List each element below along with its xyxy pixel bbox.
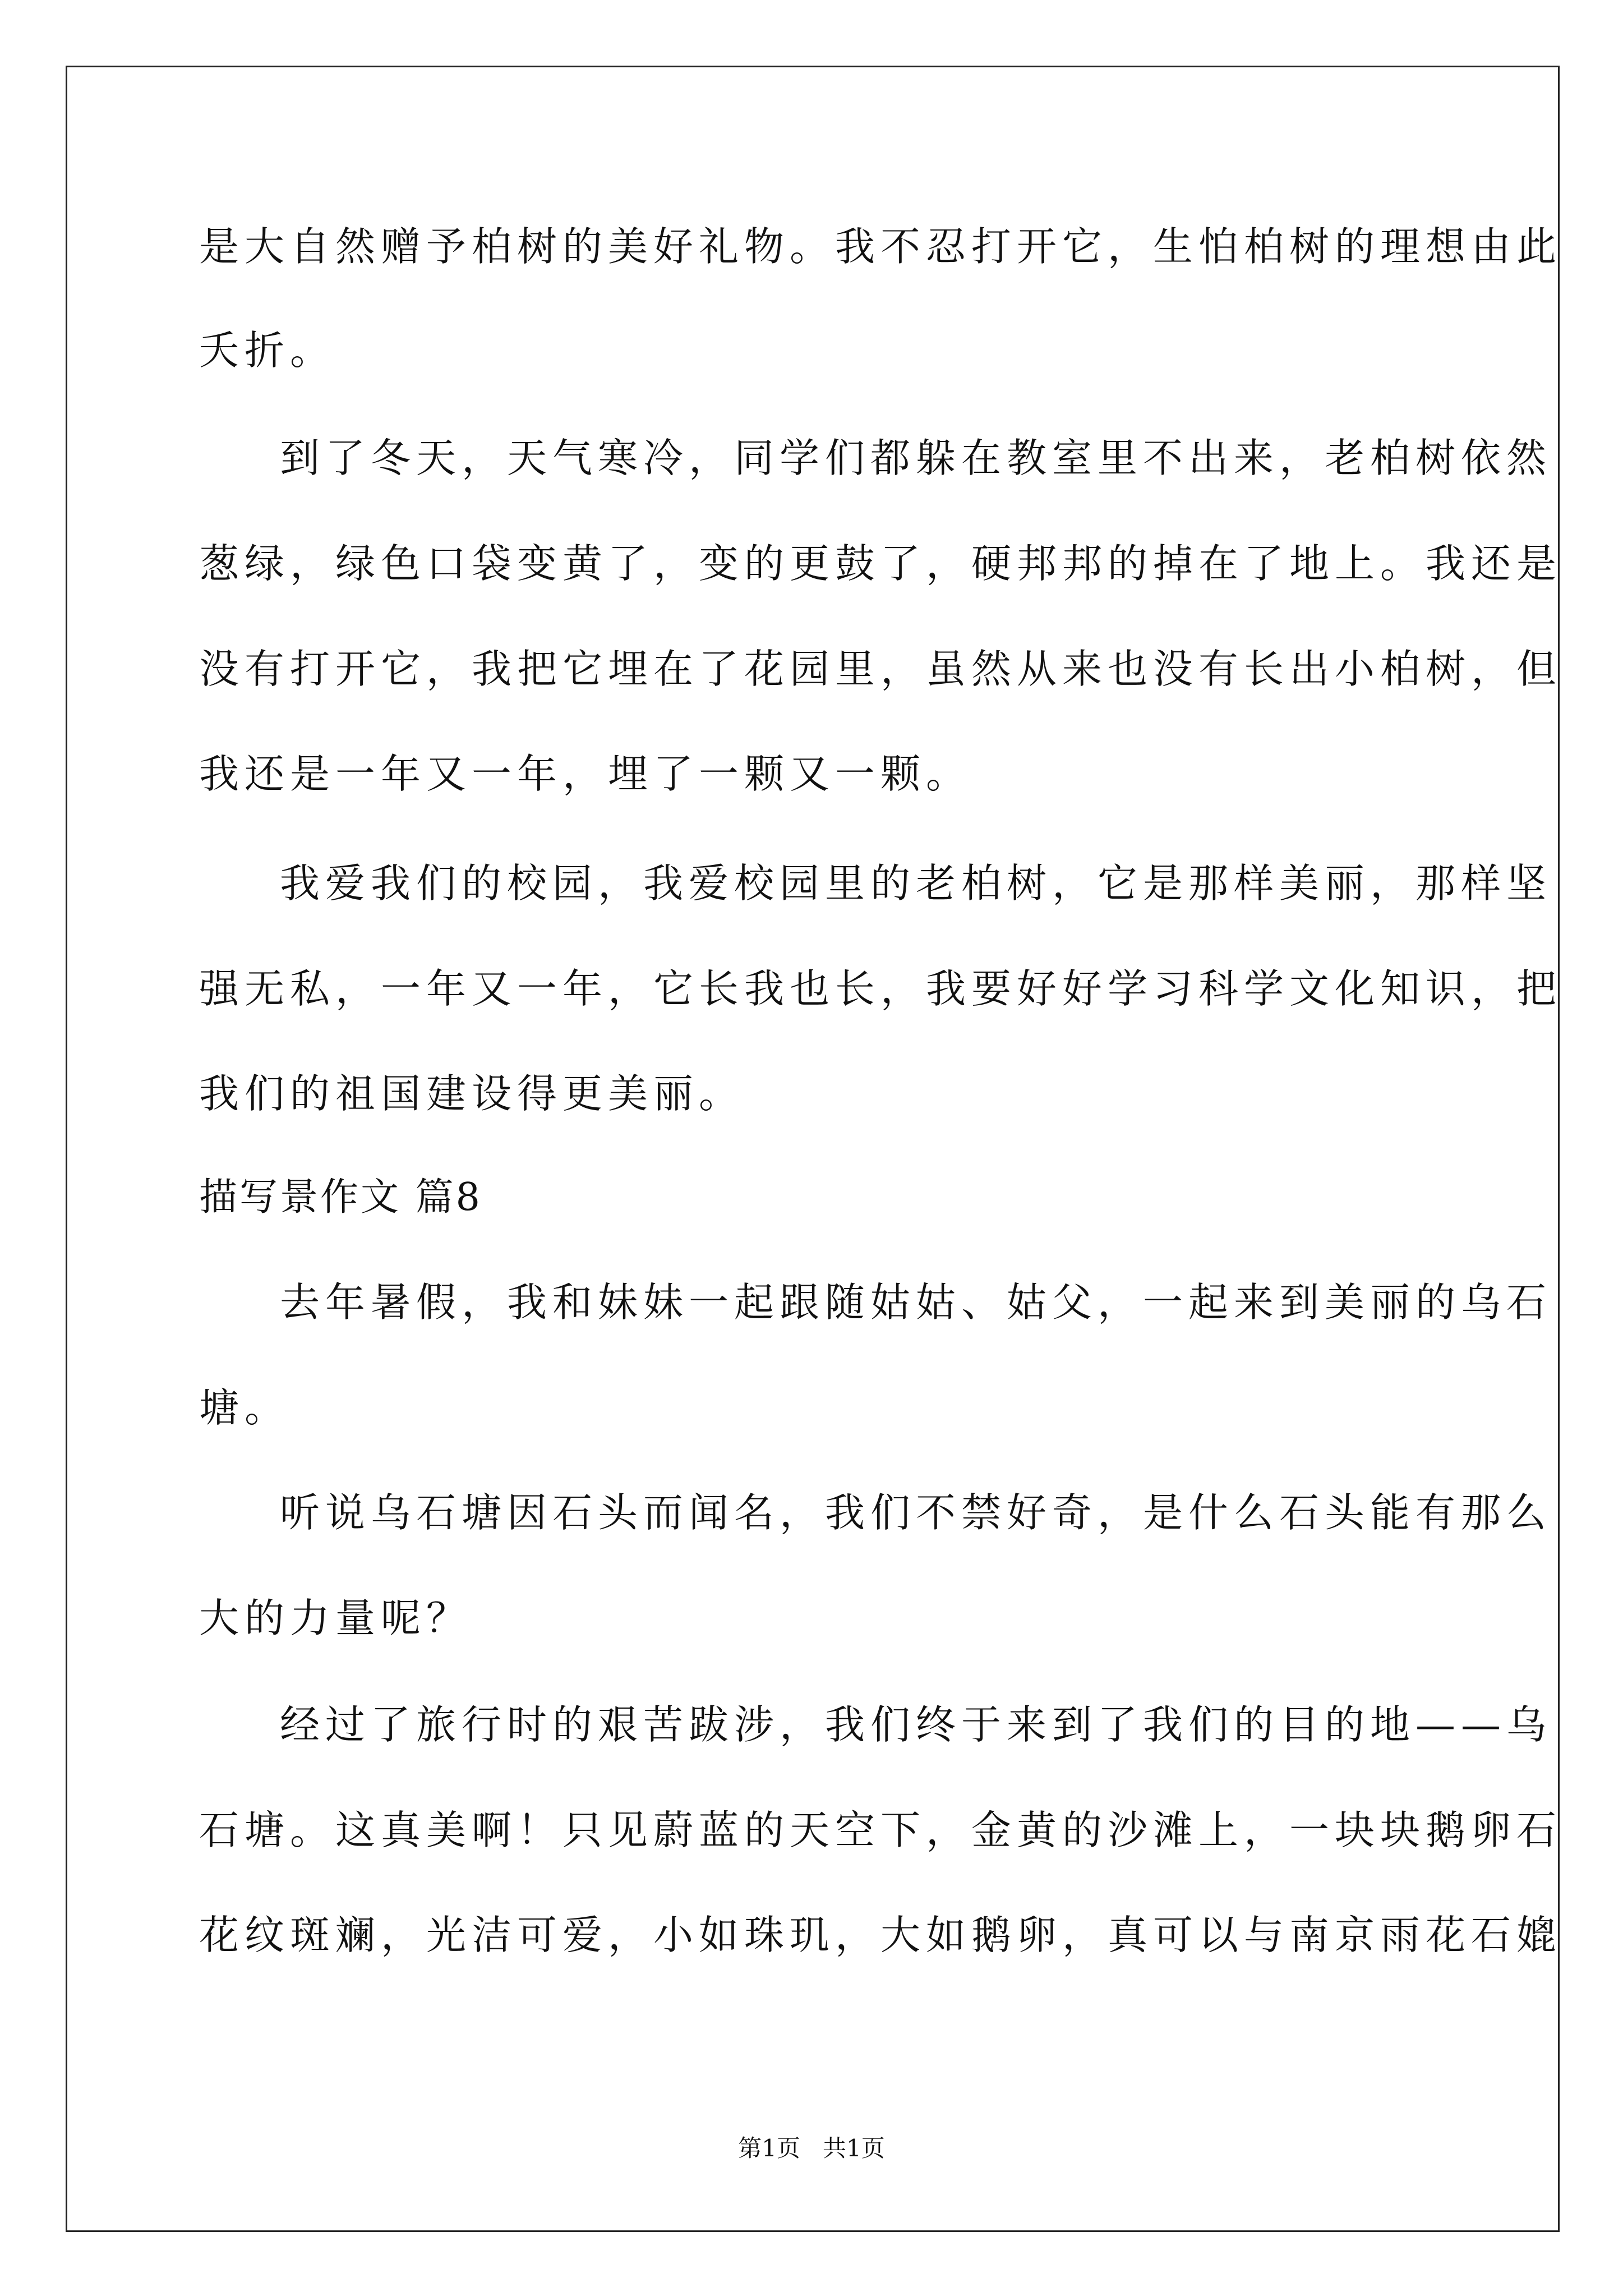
- text-line: 石塘。这真美啊！只见蔚蓝的天空下，金黄的沙滩上，一块块鹅卵石: [199, 1807, 1562, 1853]
- text-line: 是大自然赠予柏树的美好礼物。我不忍打开它，生怕柏树的理想由此: [199, 223, 1562, 270]
- text-line: 葱绿，绿色口袋变黄了，变的更鼓了，硬邦邦的掉在了地上。我还是: [199, 540, 1562, 587]
- text-line: 我还是一年又一年，埋了一颗又一颗。: [199, 751, 972, 797]
- text-line: 我爱我们的校园，我爱校园里的老柏树，它是那样美丽，那样坚: [280, 860, 1552, 907]
- text-line: 我们的祖国建设得更美丽。: [199, 1070, 745, 1117]
- text-line: 强无私，一年又一年，它长我也长，我要好好学习科学文化知识，把: [199, 965, 1562, 1012]
- page-footer: 第1页 共1页: [738, 2134, 885, 2162]
- text-line: 经过了旅行时的艰苦跋涉，我们终于来到了我们的目的地——乌: [280, 1701, 1552, 1748]
- text-line: 塘。: [199, 1384, 291, 1431]
- page-border: [66, 66, 1560, 2232]
- text-line: 去年暑假，我和妹妹一起跟随姑姑、姑父，一起来到美丽的乌石: [280, 1279, 1552, 1326]
- text-line: 听说乌石塘因石头而闻名，我们不禁好奇，是什么石头能有那么: [280, 1489, 1552, 1536]
- text-line: 到了冬天，天气寒冷，同学们都躲在教室里不出来，老柏树依然: [280, 435, 1552, 481]
- text-line: 夭折。: [199, 327, 336, 374]
- text-line: 没有打开它，我把它埋在了花园里，虽然从来也没有长出小柏树，但: [199, 646, 1562, 692]
- text-line: 大的力量呢？: [199, 1595, 472, 1641]
- text-line: 花纹斑斓，光洁可爱，小如珠玑，大如鹅卵，真可以与南京雨花石媲: [199, 1912, 1562, 1958]
- section-heading: 描写景作文 篇8: [199, 1175, 482, 1220]
